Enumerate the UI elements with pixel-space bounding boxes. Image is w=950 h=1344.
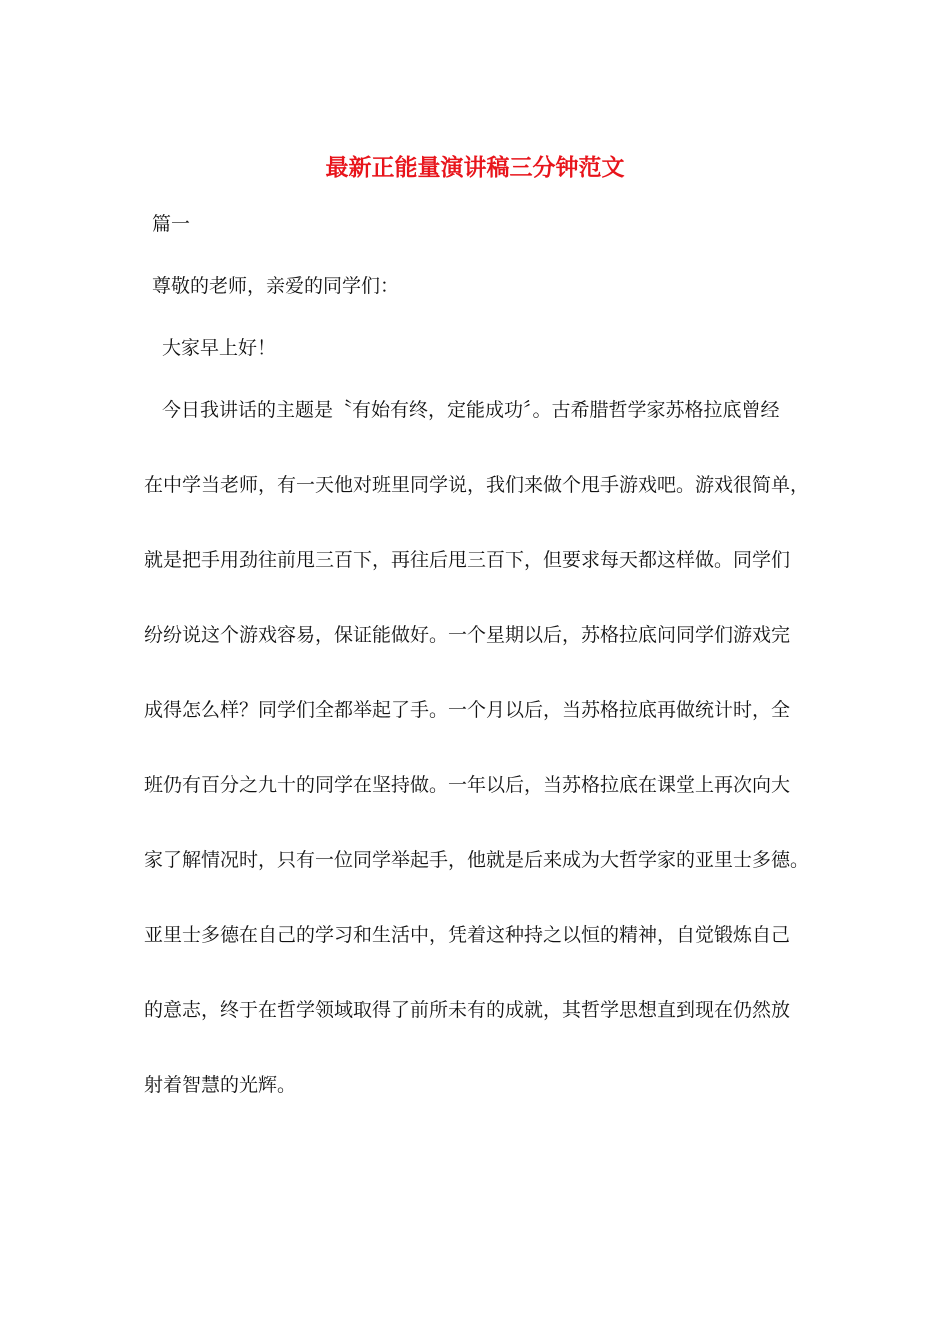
body-line: 今日我讲话的主题是〝有始有终，定能成功〞。古希腊哲学家苏格拉底曾经 xyxy=(162,399,780,421)
body-line: 就是把手用劲往前甩三百下，再往后甩三百下，但要求每天都这样做。同学们 xyxy=(144,549,791,571)
page-title: 最新正能量演讲稿三分钟范文 xyxy=(325,154,625,181)
section-label: 篇一 xyxy=(152,213,191,235)
body-line: 的意志，终于在哲学领域取得了前所未有的成就，其哲学思想直到现在仍然放 xyxy=(144,999,791,1021)
body-line: 在中学当老师，有一天他对班里同学说，我们来做个甩手游戏吧。游戏很简单， xyxy=(144,474,810,496)
body-line: 纷纷说这个游戏容易，保证能做好。一个星期以后，苏格拉底问同学们游戏完 xyxy=(144,624,791,646)
greeting: 大家早上好！ xyxy=(162,337,277,359)
salutation: 尊敬的老师，亲爱的同学们： xyxy=(152,275,400,297)
body-line: 班仍有百分之九十的同学在坚持做。一年以后，当苏格拉底在课堂上再次向大 xyxy=(144,774,791,796)
body-line: 射着智慧的光辉。 xyxy=(144,1074,297,1096)
body-line: 家了解情况时，只有一位同学举起手，他就是后来成为大哲学家的亚里士多德。 xyxy=(144,849,810,871)
body-line: 成得怎么样？同学们全都举起了手。一个月以后，当苏格拉底再做统计时，全 xyxy=(144,699,791,721)
body-line: 亚里士多德在自己的学习和生活中，凭着这种持之以恒的精神，自觉锻炼自己 xyxy=(144,924,791,946)
